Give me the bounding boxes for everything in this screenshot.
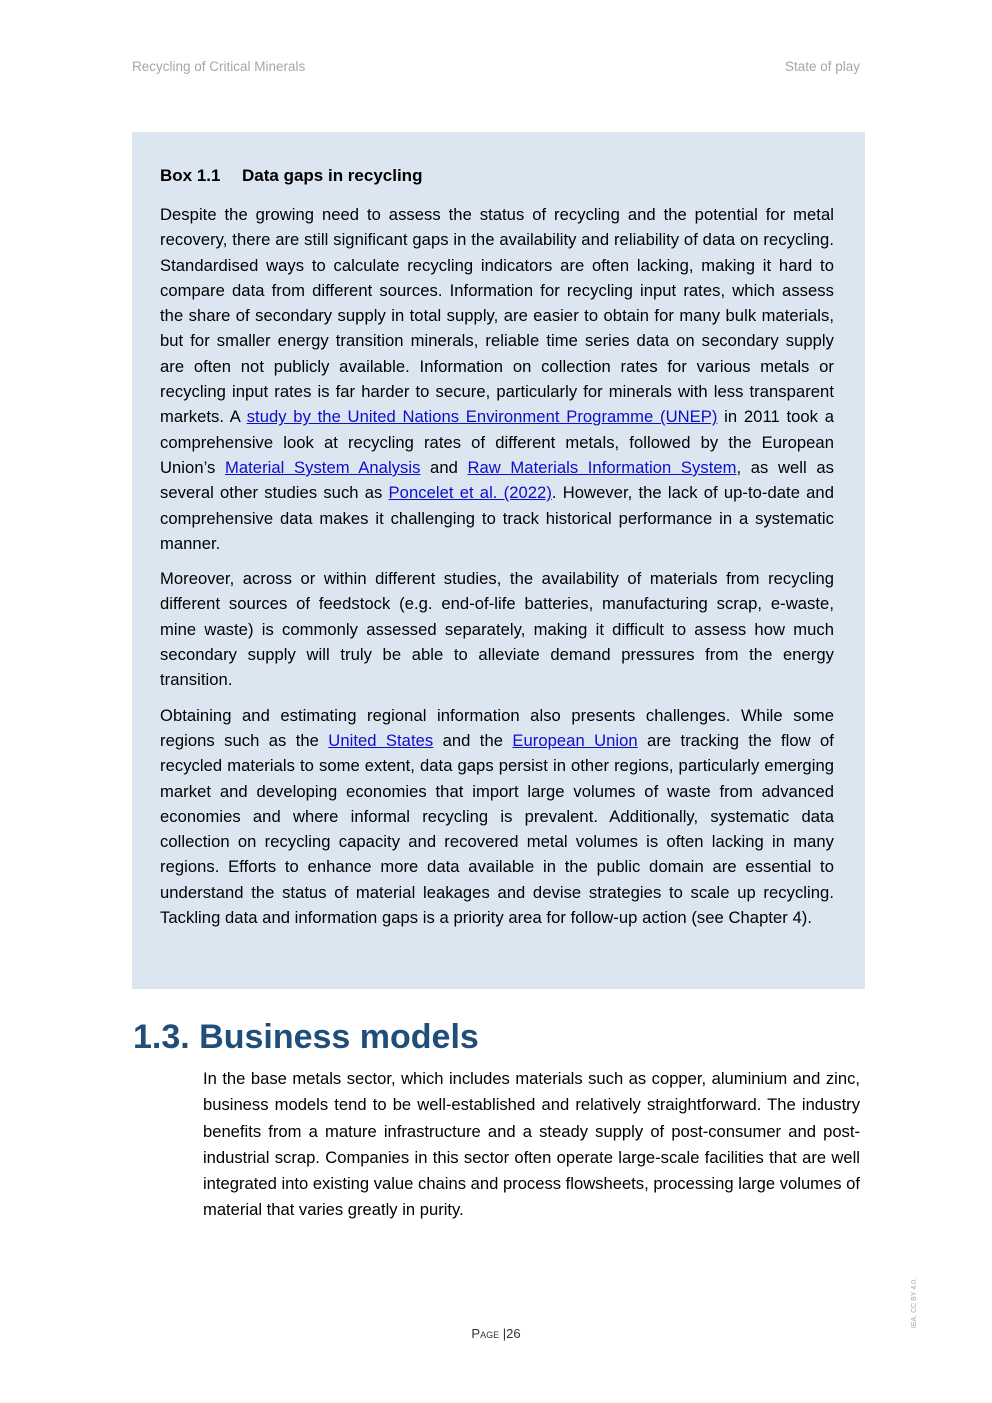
box-title-text: Data gaps in recycling [242, 166, 423, 185]
running-header-title: Recycling of Critical Minerals [132, 59, 306, 74]
page-label: Page [471, 1326, 500, 1341]
page-footer [0, 1326, 992, 1341]
text-run: , as well as several other studies such as [160, 457, 834, 503]
box-paragraph-2: Moreover, across or within different studies, the availability of materials from recycling different sources of feedstock (e.g. end-of-life batteries, manufacturing scrap, e-waste, mine waste) is commonly assessed separately, making it difficult to assess how much secondary supply will truly be able to alleviate demand pressures from the energy transition. [160, 569, 834, 690]
link-unep-study[interactable]: study by the United Nations Environment Programme (UNEP) [246, 407, 718, 427]
text-run: and [420, 457, 468, 477]
link-raw-materials-information-system[interactable]: Raw Materials Information System [467, 457, 737, 477]
running-header-section: State of play [784, 59, 860, 74]
section-heading: 1.3. Business models [133, 1018, 479, 1056]
text-run: in 2011 took a comprehensive look at recycling rates of different metals, followed by the European Union’s [160, 407, 834, 477]
link-material-system-analysis[interactable]: Material System Analysis [224, 457, 421, 477]
box-number: Box 1.1 [160, 166, 221, 185]
text-run: Obtaining and estimating regional information also presents challenges. While some regions such as the [160, 705, 834, 750]
link-european-union[interactable]: European Union [512, 730, 638, 750]
text-run: are tracking the flow of recycled materials to some extent, data gaps persist in other regions, particularly emerging market and developing economies that import large volumes of waste from advanced economies and where informal recycling is prevalent. Additionally, systematic data collection on recycling capacity and recovered metal volumes is often lacking in many regions. Efforts to enhance more data available in the public domain are essential to understand the status of material leakages and devise strategies to scale up recycling. Tackling data and information gaps is a priority area for follow-up action (see Chapter 4). [160, 730, 834, 928]
text-run: . However, the lack of up-to-date and comprehensive data makes it challenging to track historical performance in a systematic manner. [160, 483, 834, 553]
box-data-gaps [132, 132, 865, 989]
link-united-states[interactable]: United States [328, 730, 434, 750]
box-title [160, 165, 834, 187]
section-paragraph: In the base metals sector, which includes materials such as copper, aluminium and zinc, business models tend to be well-established and relatively straightforward. The industry benefits from a mature infrastructure and a steady supply of post-consumer and post-industrial scrap. Companies in this sector often operate large-scale facilities that are well integrated into existing value chains and process flowsheets, processing large volumes of material that varies greatly in purity. [203, 1069, 860, 1220]
page-separator: | [502, 1326, 507, 1341]
text-run: and the [433, 730, 513, 750]
license-note: IEA. CC BY 4.0. [911, 1278, 918, 1329]
link-poncelet-2022[interactable]: Poncelet et al. (2022) [388, 483, 552, 503]
box-paragraph-1 [160, 202, 834, 556]
box-paragraph-3 [160, 703, 834, 931]
text-run: Despite the growing need to assess the status of recycling and the potential for metal recovery, there are still significant gaps in the availability and reliability of data on recycling. Standardised ways to calculate recycling indicators are often lacking, making it hard to compare data from different sources. Information for recycling input rates, which assess the share of secondary supply in total supply, are easier to obtain for many bulk materials, but for smaller energy transition minerals, reliable time series data on secondary supply are often not publicly available. Information on collection rates for various metals or recycling input rates is far harder to secure, particularly for minerals with less transparent markets. A [160, 205, 834, 427]
page-number: 26 [506, 1326, 521, 1341]
